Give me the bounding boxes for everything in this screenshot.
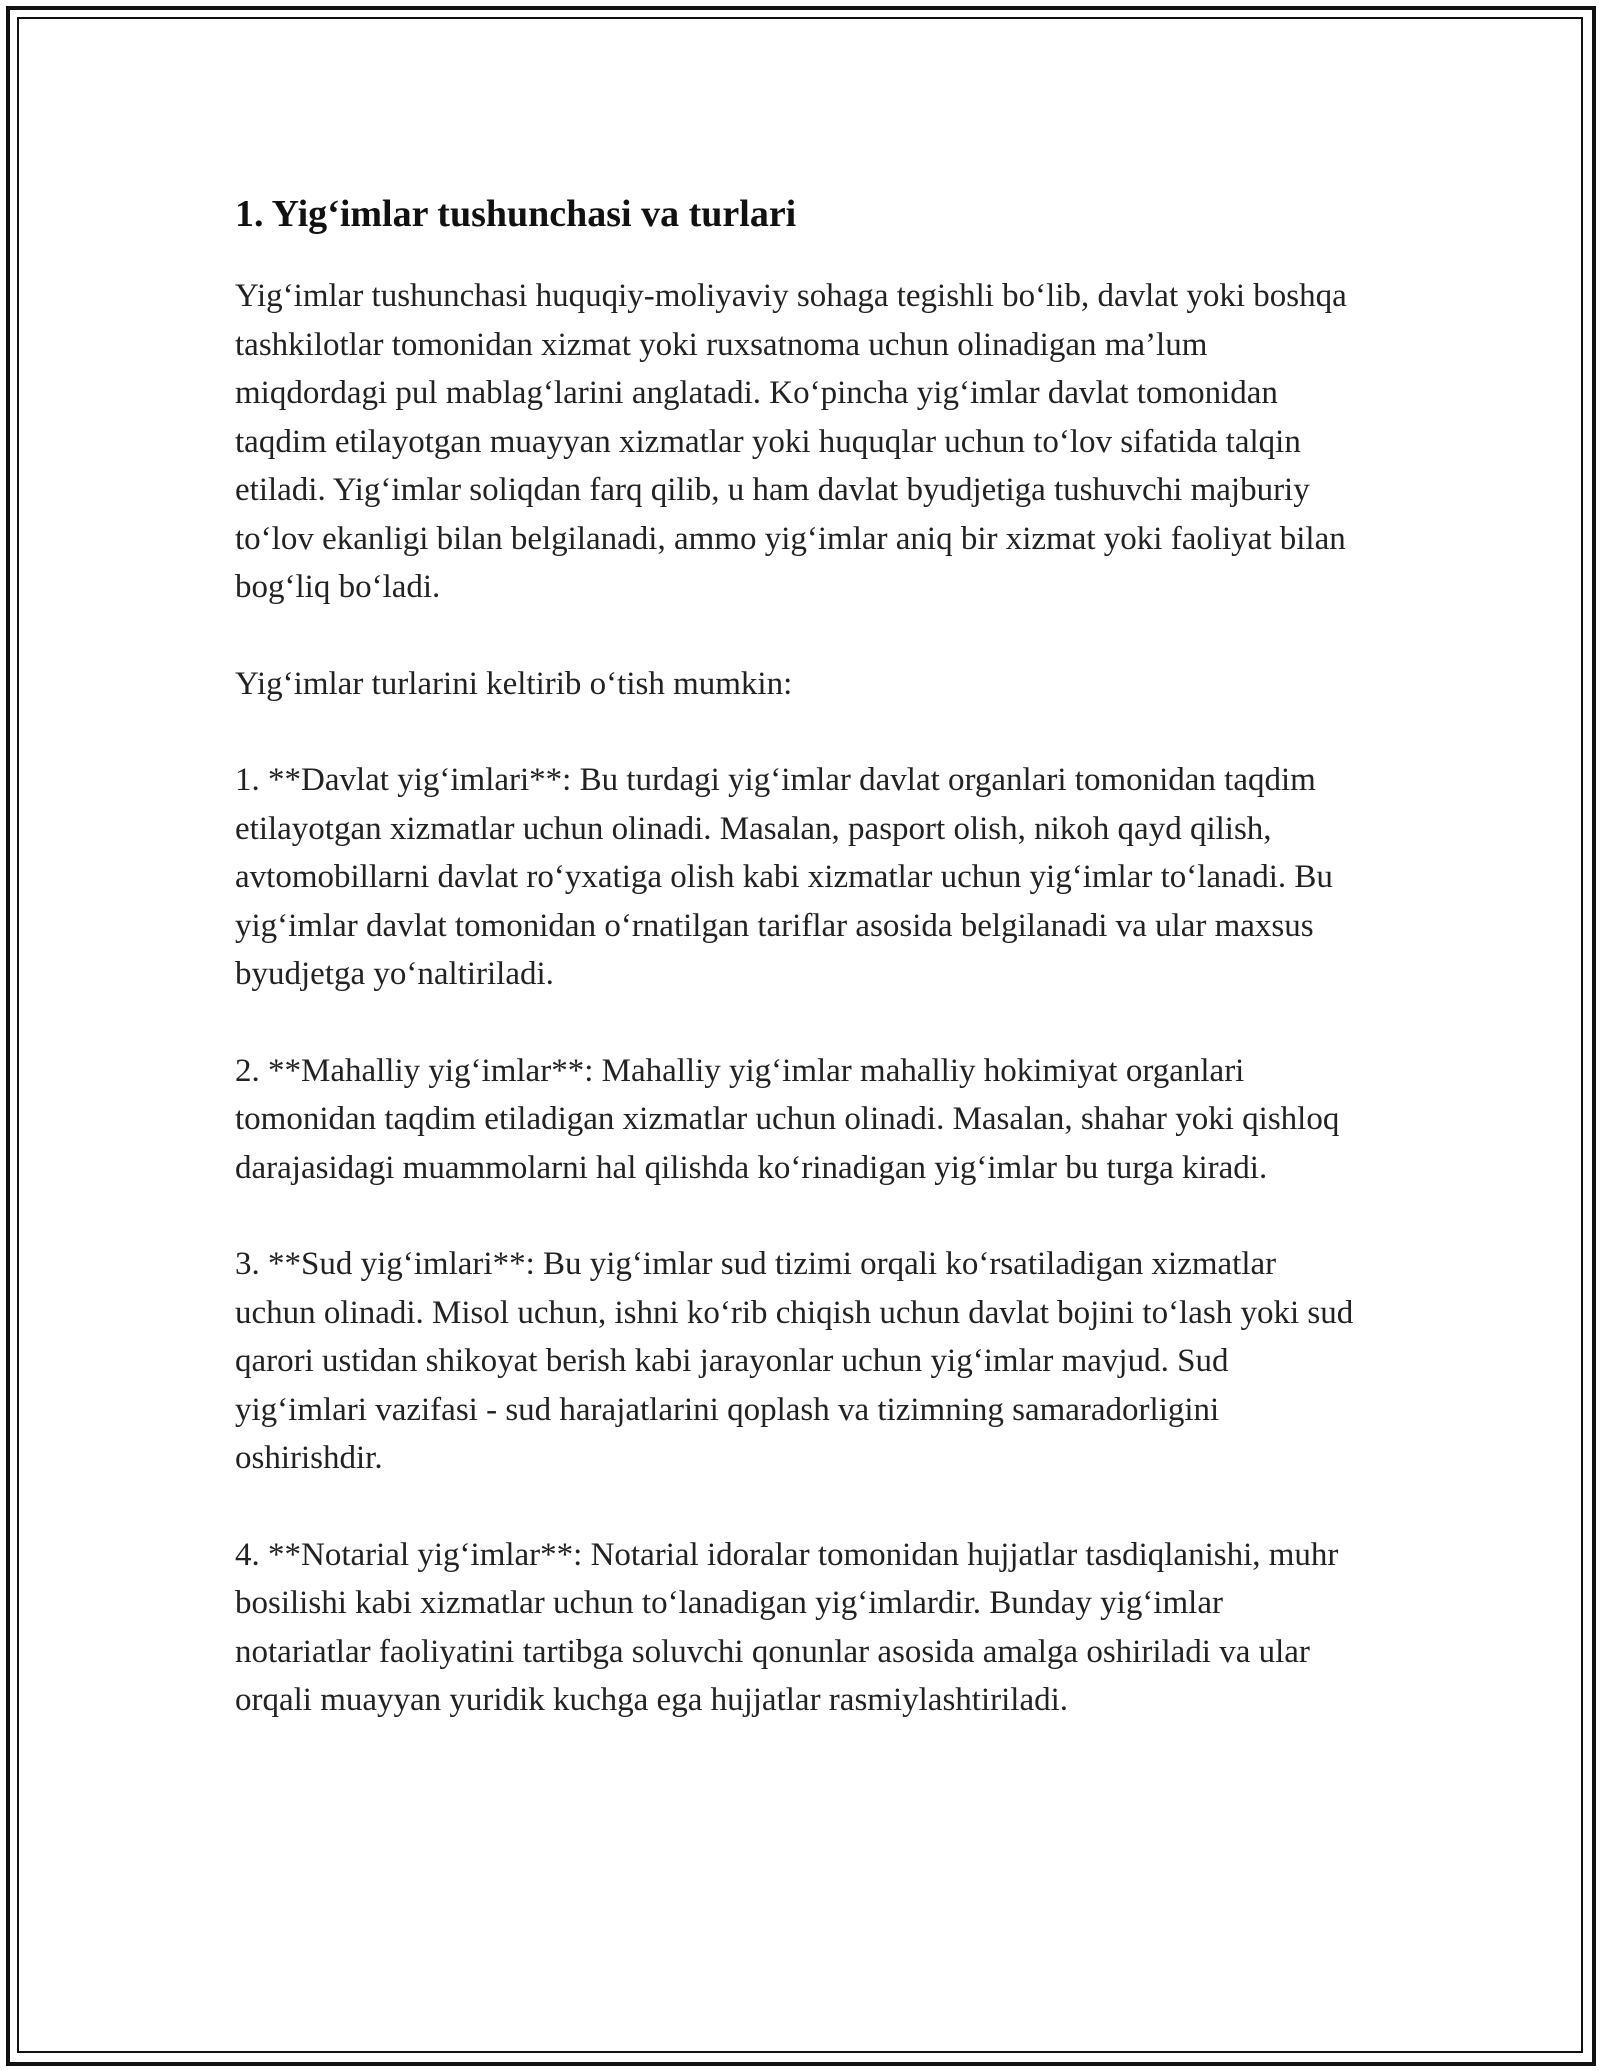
list-item-state-fees: 1. **Davlat yig‘imlari**: Bu turdagi yig‘imlar davlat organlari tomonidan taqdim etilayotgan xizmatlar uchun olinadi. Masalan, pasport olish, nikoh qayd qilish, avtomobillarni davlat ro‘yxatiga olish kabi xizmatlar uchun yig‘imlar to‘lanadi. Bu yig‘imlar davlat tomonidan o‘rnatilgan tariflar asosida belgilanadi va ular maxsus byudjetga yo‘naltiriladi.	[235, 762, 1333, 992]
intro-paragraph: Yig‘imlar tushunchasi huquqiy-moliyaviy sohaga tegishli bo‘lib, davlat yoki boshqa tashkilotlar tomonidan xizmat yoki ruxsatnoma uchun olinadigan ma’lum miqdordagi pul mablag‘larini anglatadi. Ko‘pincha yig‘imlar davlat tomonidan taqdim etilayotgan muayyan xizmatlar yoki huquqlar uchun to‘lov sifatida talqin etiladi. Yig‘imlar soliqdan farq qilib, u ham davlat byudjetiga tushuvchi majburiy to‘lov ekanligi bilan belgilanadi, ammo yig‘imlar aniq bir xizmat yoki faoliyat bilan bog‘liq bo‘ladi.	[235, 278, 1347, 605]
list-item-local-fees: 2. **Mahalliy yig‘imlar**: Mahalliy yig‘imlar mahalliy hokimiyat organlari tomonidan taqdim etiladigan xizmatlar uchun olinadi. Masalan, shahar yoki qishloq darajasidagi muammolarni hal qilishda ko‘rinadigan yig‘imlar bu turga kiradi.	[235, 1052, 1340, 1186]
types-intro-paragraph: Yig‘imlar turlarini keltirib o‘tish mumkin:	[235, 665, 793, 702]
list-item-court-fees: 3. **Sud yig‘imlari**: Bu yig‘imlar sud tizimi orqali ko‘rsatiladigan xizmatlar uchun olinadi. Misol uchun, ishni ko‘rib chiqish uchun davlat bojini to‘lash yoki sud qarori ustidan shikoyat berish kabi jarayonlar uchun yig‘imlar mavjud. Sud yig‘imlari vazifasi - sud harajatlarini qoplash va tizimning samaradorligini oshirishdir.	[235, 1246, 1354, 1476]
list-item-notarial-fees: 4. **Notarial yig‘imlar**: Notarial idoralar tomonidan hujjatlar tasdiqlanishi, muhr bosilishi kabi xizmatlar uchun to‘lanadigan yig‘imlardir. Bunday yig‘imlar notariatlar faoliyatini tartibga soluvchi qonunlar asosida amalga oshiriladi va ular orqali muayyan yuridik kuchga ega hujjatlar rasmiylashtiriladi.	[235, 1536, 1339, 1718]
document-body	[235, 184, 1365, 1773]
section-heading: 1. Yig‘imlar tushunchasi va turlari	[235, 193, 797, 235]
